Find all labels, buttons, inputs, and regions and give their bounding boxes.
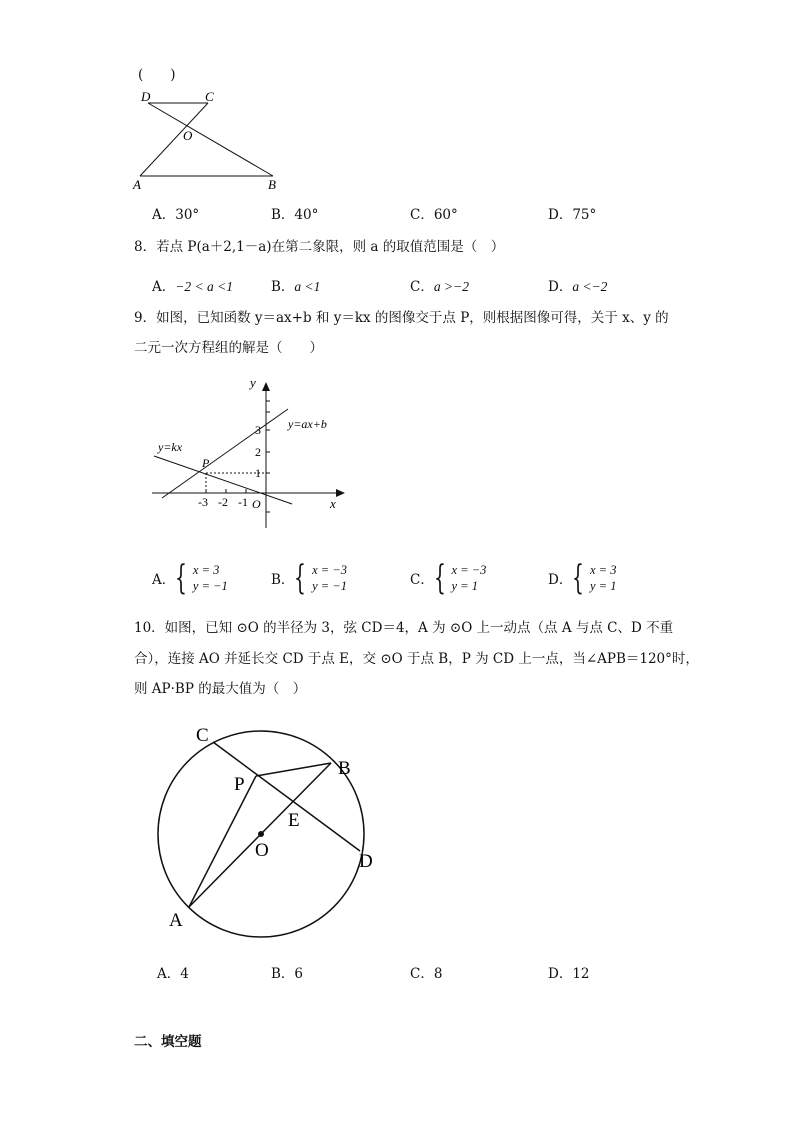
x-tick-label: -1 bbox=[238, 495, 248, 509]
label-d: D bbox=[141, 89, 151, 104]
q10-stem-line1: 10．如图，已知 ⊙O 的半径为 3，弦 CD＝4，A 为 ⊙O 上一动点（点 A 与点 C、D 不重 bbox=[134, 620, 674, 636]
q7-option-b[interactable]: B．40° bbox=[271, 207, 319, 223]
label-d: D bbox=[359, 851, 373, 872]
q9-option-b[interactable]: B． { x = −3 y = −1 bbox=[271, 558, 347, 598]
center-point bbox=[258, 831, 264, 837]
q8-option-a[interactable]: A．−2 < a <1 bbox=[152, 279, 233, 295]
q10-figure bbox=[150, 720, 390, 940]
label-b: B bbox=[338, 758, 351, 779]
label-c: C bbox=[205, 89, 214, 104]
segment-ca bbox=[140, 103, 208, 176]
q9-option-d[interactable]: D． { x = 3 y = 1 bbox=[548, 558, 617, 598]
q10-stem-line2: 合），连接 AO 并延长交 CD 于点 E，交 ⊙O 于点 B，P 为 CD 上一点，当∠APB＝120°时， bbox=[134, 651, 699, 667]
q9-graph bbox=[150, 372, 355, 532]
q9-stem-line2: 二元一次方程组的解是（ ） bbox=[134, 340, 323, 356]
q7-option-c[interactable]: C．60° bbox=[410, 207, 458, 223]
line1-label: y=ax+b bbox=[288, 417, 327, 431]
q8-option-d[interactable]: D．a <−2 bbox=[548, 279, 608, 295]
q7-figure bbox=[128, 86, 288, 196]
label-c: C bbox=[196, 725, 209, 746]
y-tick-label: 2 bbox=[255, 445, 261, 459]
segment-db bbox=[148, 103, 273, 176]
q8-stem: 8．若点 P(a＋2,1－a)在第二象限，则 a 的取值范围是（ ） bbox=[134, 239, 505, 255]
q10-option-d[interactable]: D．12 bbox=[548, 966, 590, 982]
point-p-label: P bbox=[202, 456, 210, 470]
section-heading: 二、填空题 bbox=[134, 1034, 202, 1050]
y-tick-label: 3 bbox=[255, 423, 261, 437]
label-o: O bbox=[183, 128, 193, 143]
q10-option-c[interactable]: C．8 bbox=[410, 966, 443, 982]
label-a: A bbox=[169, 910, 183, 931]
label-o: O bbox=[255, 840, 269, 861]
label-p: P bbox=[234, 774, 245, 795]
q8-option-b[interactable]: B．a <1 bbox=[271, 279, 321, 295]
q10-option-b[interactable]: B．6 bbox=[271, 966, 304, 982]
q9-option-c[interactable]: C． { x = −3 y = 1 bbox=[410, 558, 487, 598]
segment-ap bbox=[189, 776, 256, 907]
line2-label: y=kx bbox=[158, 440, 183, 454]
x-axis-arrow bbox=[336, 489, 345, 497]
y-axis-arrow bbox=[262, 382, 270, 391]
label-e: E bbox=[288, 810, 300, 831]
axis-label-x: x bbox=[330, 496, 336, 511]
x-tick-label: -3 bbox=[198, 495, 208, 509]
q7-option-d[interactable]: D．75° bbox=[548, 207, 597, 223]
q10-option-a[interactable]: A．4 bbox=[157, 966, 189, 982]
axis-label-y: y bbox=[250, 375, 256, 390]
q9-option-a[interactable]: A． { x = 3 y = −1 bbox=[152, 558, 228, 598]
label-a: A bbox=[133, 177, 141, 192]
q7-option-a[interactable]: A．30° bbox=[152, 207, 200, 223]
y-tick-label: 1 bbox=[255, 466, 261, 480]
origin-label: O bbox=[252, 497, 261, 511]
x-tick-label: -2 bbox=[218, 495, 228, 509]
label-b: B bbox=[268, 177, 276, 192]
q10-stem-line3: 则 AP·BP 的最大值为（ ） bbox=[134, 681, 307, 697]
q9-stem-line1: 9．如图，已知函数 y＝ax+b 和 y＝kx 的图像交于点 P，则根据图像可得，关于 x、y 的 bbox=[134, 310, 669, 326]
q7-answer-blank: ( ) bbox=[138, 67, 176, 83]
q8-option-c[interactable]: C．a >−2 bbox=[410, 279, 469, 295]
